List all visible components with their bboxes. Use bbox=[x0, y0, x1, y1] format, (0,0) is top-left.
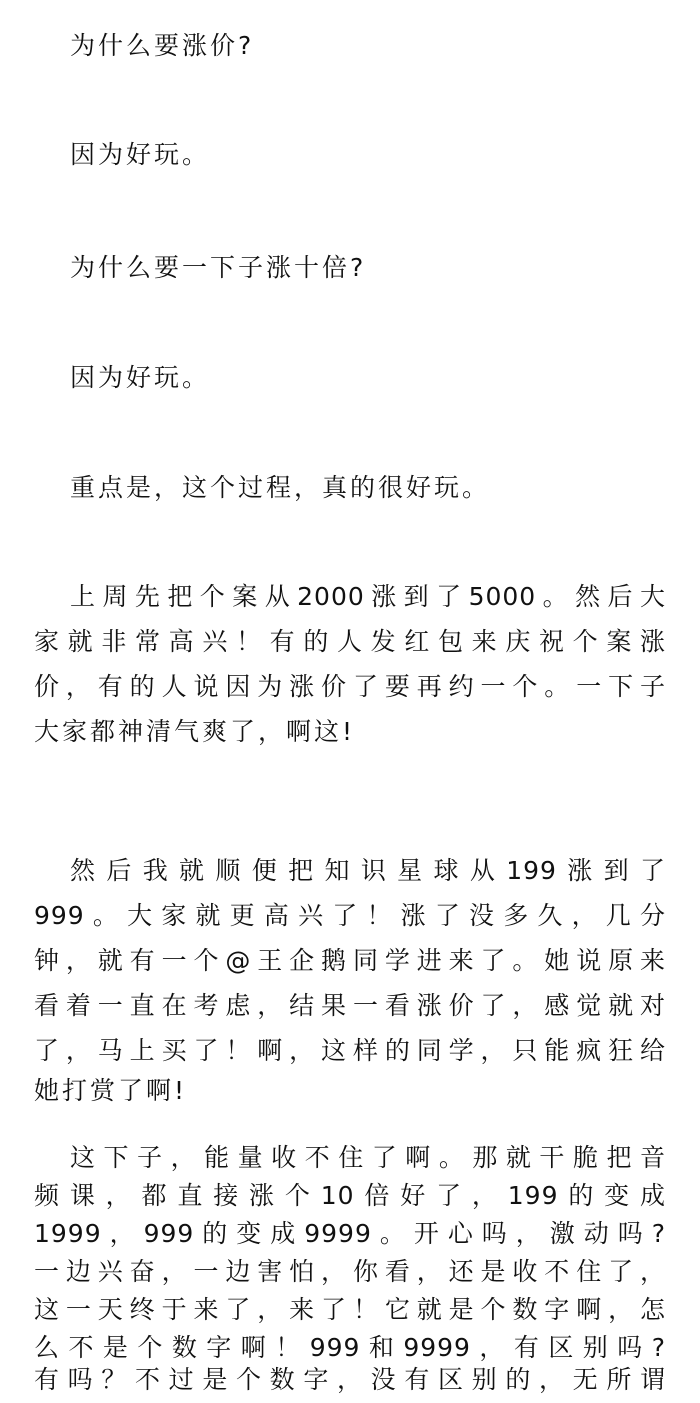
paragraph-8-line: 这一天终于来了，来了！它就是个数字啊，怎 bbox=[34, 1295, 666, 1324]
paragraph-8-line: 1999，999的变成9999。开心吗，激动吗? bbox=[34, 1219, 666, 1248]
paragraph-7-line: 她打赏了啊! bbox=[34, 1076, 188, 1105]
paragraph-7-line: 看着一直在考虑，结果一看涨价了，感觉就对 bbox=[34, 991, 666, 1020]
paragraph-8-line: 一边兴奋，一边害怕，你看，还是收不住了， bbox=[34, 1257, 666, 1286]
paragraph-7-line: 钟，就有一个@王企鹅同学进来了。她说原来 bbox=[34, 946, 666, 975]
paragraph-4-line: 因为好玩。 bbox=[70, 363, 211, 392]
paragraph-7-line: 999。大家就更高兴了！涨了没多久，几分 bbox=[34, 901, 666, 930]
paragraph-8-line: 有吗？不过是个数字，没有区别的，无所谓 bbox=[34, 1365, 666, 1394]
paragraph-5-line: 重点是，这个过程，真的很好玩。 bbox=[70, 473, 491, 502]
paragraph-7-line: 然后我就顺便把知识星球从199涨到了 bbox=[70, 856, 666, 885]
paragraph-3-line: 为什么要一下子涨十倍? bbox=[70, 253, 367, 282]
paragraph-6-line: 上周先把个案从2000涨到了5000。然后大 bbox=[70, 582, 666, 611]
paragraph-7-line: 了，马上买了！啊，这样的同学，只能疯狂给 bbox=[34, 1036, 666, 1065]
paragraph-1-line: 为什么要涨价? bbox=[70, 31, 255, 60]
paragraph-2-line: 因为好玩。 bbox=[70, 140, 211, 169]
paragraph-6-line: 家就非常高兴！有的人发红包来庆祝个案涨 bbox=[34, 627, 666, 656]
paragraph-6-line: 价，有的人说因为涨价了要再约一个。一下子 bbox=[34, 672, 666, 701]
paragraph-8-line: 么不是个数字啊！999和9999，有区别吗? bbox=[34, 1333, 666, 1362]
paragraph-8-line: 这下子，能量收不住了啊。那就干脆把音 bbox=[70, 1143, 666, 1172]
paragraph-8-line: 频课，都直接涨个10倍好了，199的变成 bbox=[34, 1181, 666, 1210]
paragraph-6-line: 大家都神清气爽了，啊这! bbox=[34, 717, 356, 746]
